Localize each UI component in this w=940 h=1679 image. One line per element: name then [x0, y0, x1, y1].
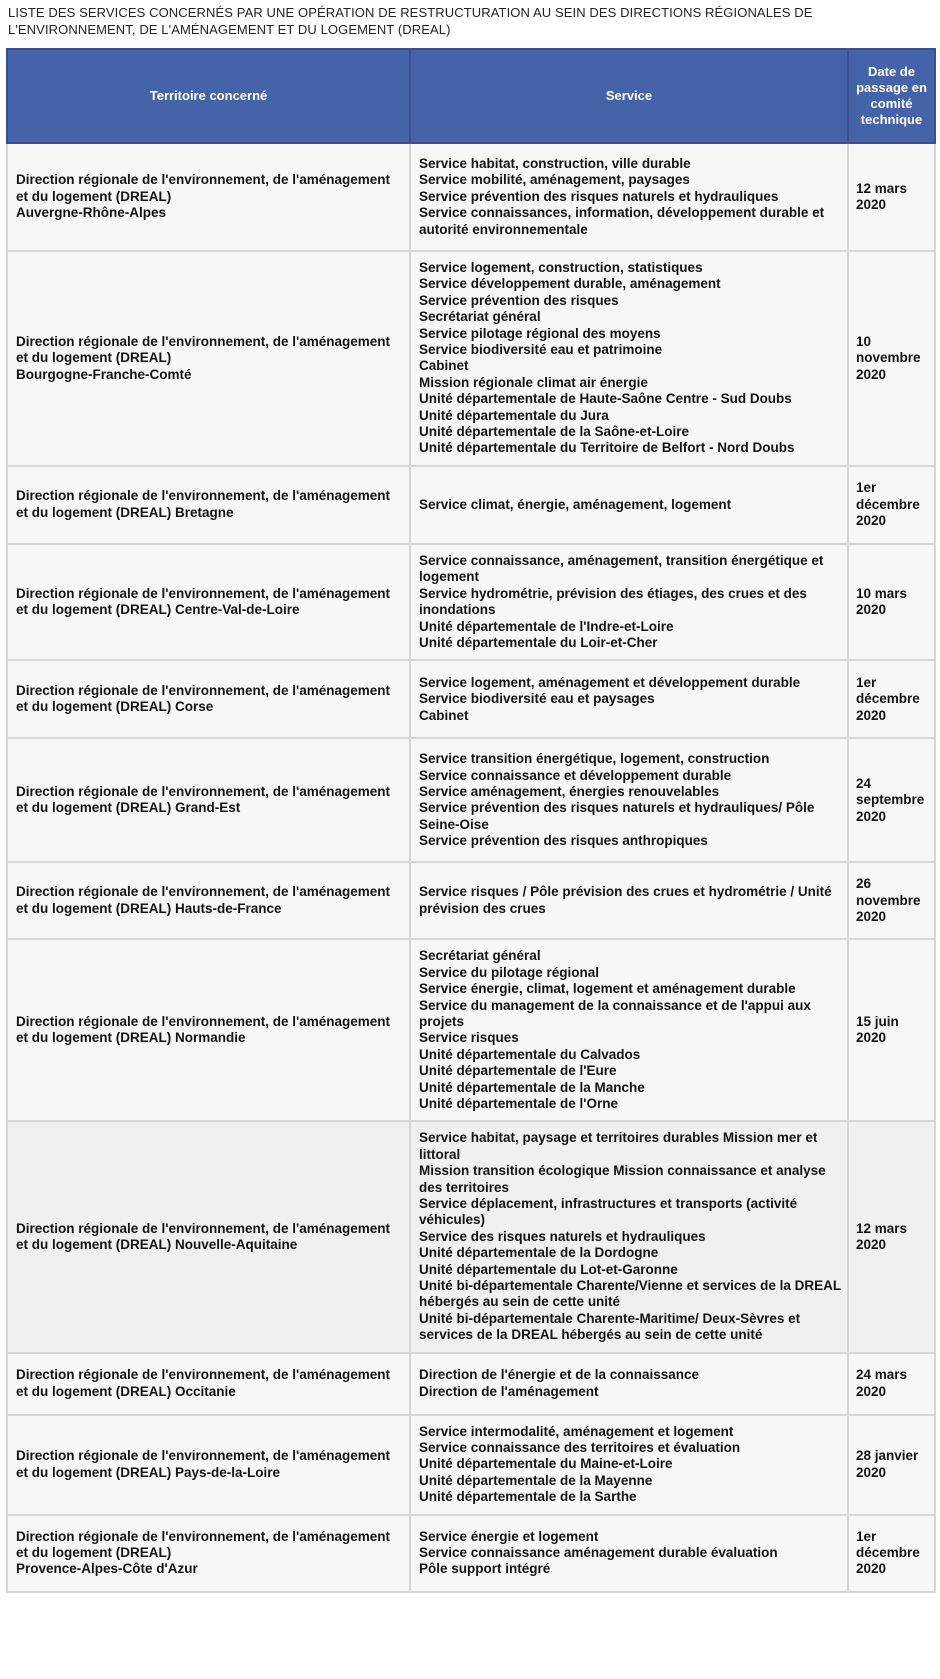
service-item: Service connaissance des territoires et évaluation: [419, 1440, 741, 1456]
service-item: Service biodiversité eau et paysages: [419, 691, 655, 707]
date-cell: 12 mars 2020: [848, 143, 935, 251]
service-item: Service habitat, construction, ville durable: [419, 155, 691, 171]
restructuring-table-container: [6, 48, 934, 1593]
services-cell: [410, 466, 848, 544]
service-item: Service transition énergétique, logement, construction: [419, 751, 770, 767]
service-item: Service prévention des risques anthropiques: [419, 833, 708, 849]
restructuring-table: [6, 48, 936, 1593]
table-row: [7, 466, 935, 544]
header-territory: Territoire concerné: [7, 49, 410, 143]
service-item: Service prévention des risques: [419, 292, 619, 308]
service-item: Secrétariat général: [419, 948, 541, 964]
service-item: Service déplacement, infrastructures et transports (activité véhicules): [419, 1196, 798, 1228]
service-item: Unité départementale de l'Orne: [419, 1095, 619, 1111]
date-cell: 24 mars 2020: [848, 1353, 935, 1415]
date-cell: 24 septembre 2020: [848, 738, 935, 862]
service-item: Service du pilotage régional: [419, 964, 600, 980]
service-item: Service intermodalité, aménagement et logement: [419, 1423, 734, 1439]
table-row: [7, 251, 935, 466]
territory-text: Direction régionale de l'environnement, de l'aménagement et du logement (DREAL): [16, 172, 391, 204]
territory-cell: [7, 1353, 410, 1415]
service-item: Service hydrométrie, prévision des étiages, des crues et des inondations: [419, 585, 807, 618]
service-item: Service connaissance aménagement durable évaluation: [419, 1544, 778, 1560]
service-item: Pôle support intégré: [419, 1561, 551, 1577]
services-cell: [410, 660, 848, 738]
date-cell: 10 novembre 2020: [848, 251, 935, 466]
service-item: Service connaissances, information, développement durable et autorité environnementale: [419, 205, 825, 237]
service-item: Service risques / Pôle prévision des crues et hydrométrie / Unité prévision des crues: [419, 884, 832, 916]
service-item: Service connaissance, aménagement, transition énergétique et logement: [419, 552, 824, 585]
territory-text: Bourgogne-Franche-Comté: [16, 366, 192, 382]
table-body: [7, 143, 935, 1592]
territory-text: Auvergne-Rhône-Alpes: [16, 205, 167, 221]
service-item: Unité départementale de la Mayenne: [419, 1472, 653, 1488]
service-item: Service logement, construction, statistiques: [419, 260, 703, 275]
territory-text: Direction régionale de l'environnement, de l'aménagement et du logement (DREAL) Occitanie: [16, 1367, 391, 1399]
territory-text: Direction régionale de l'environnement, de l'aménagement et du logement (DREAL) Nouvelle-Aquitaine: [16, 1220, 391, 1253]
service-item: Unité départementale du Territoire de Belfort - Nord Doubs: [419, 440, 795, 456]
table-header-row: [7, 49, 935, 143]
service-item: Direction de l'aménagement: [419, 1383, 599, 1399]
services-cell: [410, 143, 848, 251]
service-item: Mission régionale climat air énergie: [419, 374, 648, 390]
service-item: Unité départementale de l'Eure: [419, 1063, 617, 1079]
services-cell: [410, 1415, 848, 1515]
date-cell: 26 novembre 2020: [848, 862, 935, 939]
service-item: Service des risques naturels et hydrauliques: [419, 1228, 706, 1244]
service-item: Direction de l'énergie et de la connaissance: [419, 1367, 700, 1383]
date-cell: 12 mars 2020: [848, 1121, 935, 1352]
services-cell: [410, 1515, 848, 1592]
territory-cell: [7, 143, 410, 251]
table-row: [7, 1353, 935, 1415]
table-row: [7, 862, 935, 939]
table-row: [7, 1415, 935, 1515]
territory-text: Direction régionale de l'environnement, de l'aménagement et du logement (DREAL) Grand-Est: [16, 783, 391, 816]
table-row: [7, 1515, 935, 1592]
table-row: [7, 544, 935, 660]
service-item: Service mobilité, aménagement, paysages: [419, 172, 690, 188]
territory-text: Direction régionale de l'environnement, de l'aménagement et du logement (DREAL) Normandie: [16, 1013, 391, 1046]
service-item: Service connaissance et développement durable: [419, 767, 732, 783]
services-cell: [410, 251, 848, 466]
service-item: Service prévention des risques naturels et hydrauliques: [419, 188, 779, 204]
service-item: Service habitat, paysage et territoires durables Mission mer et littoral: [419, 1130, 818, 1162]
services-cell: [410, 738, 848, 862]
territory-cell: [7, 939, 410, 1121]
territory-text: Direction régionale de l'environnement, de l'aménagement et du logement (DREAL) Pays-de-la-Loire: [16, 1448, 391, 1480]
service-item: Unité départementale du Lot-et-Garonne: [419, 1261, 678, 1277]
services-cell: [410, 1121, 848, 1352]
service-item: Unité bi-départementale Charente-Maritime/ Deux-Sèvres et services de la DREAL hébergés au sein de cette unité: [419, 1310, 801, 1343]
territory-text: Direction régionale de l'environnement, de l'aménagement et du logement (DREAL) Hauts-de-France: [16, 884, 391, 916]
date-cell: 15 juin 2020: [848, 939, 935, 1121]
territory-text: Direction régionale de l'environnement, de l'aménagement et du logement (DREAL) Corse: [16, 682, 391, 715]
service-item: Unité départementale de la Dordogne: [419, 1245, 659, 1261]
service-item: Unité départementale de la Manche: [419, 1079, 645, 1095]
services-cell: [410, 939, 848, 1121]
service-item: Service prévention des risques naturels et hydrauliques/ Pôle Seine-Oise: [419, 800, 815, 832]
territory-text: Direction régionale de l'environnement, de l'aménagement et du logement (DREAL) Centre-Val-de-Loire: [16, 585, 391, 618]
territory-cell: [7, 1515, 410, 1592]
header-service: Service: [410, 49, 848, 143]
service-item: Unité départementale de l'Indre-et-Loire: [419, 618, 674, 634]
service-item: Service aménagement, énergies renouvelables: [419, 783, 720, 799]
services-cell: [410, 862, 848, 939]
table-row: [7, 660, 935, 738]
services-cell: [410, 544, 848, 660]
territory-cell: [7, 660, 410, 738]
territory-text: Provence-Alpes-Côte d'Azur: [16, 1561, 198, 1577]
territory-cell: [7, 1415, 410, 1515]
service-item: Mission transition écologique Mission connaissance et analyse des territoires: [419, 1163, 826, 1195]
table-row: [7, 939, 935, 1121]
territory-cell: [7, 1121, 410, 1352]
service-item: Service risques: [419, 1030, 519, 1046]
table-row: [7, 738, 935, 862]
date-cell: 1er décembre 2020: [848, 660, 935, 738]
territory-cell: [7, 251, 410, 466]
date-cell: 1er décembre 2020: [848, 466, 935, 544]
service-item: Service climat, énergie, aménagement, logement: [419, 496, 732, 512]
territory-cell: [7, 862, 410, 939]
table-row: [7, 143, 935, 251]
date-cell: 1er décembre 2020: [848, 1515, 935, 1592]
service-item: Service développement durable, aménagement: [419, 276, 721, 292]
territory-cell: [7, 738, 410, 862]
service-item: Service biodiversité eau et patrimoine: [419, 342, 663, 358]
service-item: Service pilotage régional des moyens: [419, 325, 661, 341]
service-item: Unité départementale du Loir-et-Cher: [419, 634, 658, 650]
date-cell: 10 mars 2020: [848, 544, 935, 660]
service-item: Service énergie et logement: [419, 1528, 599, 1544]
service-item: Service du management de la connaissance et de l'appui aux projets: [419, 997, 811, 1029]
table-row: [7, 1121, 935, 1352]
services-cell: [410, 1353, 848, 1415]
service-item: Unité départementale de la Sarthe: [419, 1489, 637, 1505]
service-item: Secrétariat général: [419, 309, 541, 325]
service-item: Unité départementale du Maine-et-Loire: [419, 1456, 673, 1472]
service-item: Service énergie, climat, logement et aménagement durable: [419, 981, 796, 997]
service-item: Unité départementale de Haute-Saône Centre - Sud Doubs: [419, 391, 792, 407]
date-cell: 28 janvier 2020: [848, 1415, 935, 1515]
service-item: Unité départementale du Calvados: [419, 1046, 641, 1062]
service-item: Cabinet: [419, 358, 469, 374]
service-item: Cabinet: [419, 707, 469, 723]
service-item: Unité départementale du Jura: [419, 407, 609, 423]
territory-cell: [7, 544, 410, 660]
document-title: LISTE DES SERVICES CONCERNÉS PAR UNE OPÉRATION DE RESTRUCTURATION AU SEIN DES DIRECTIONS RÉGIONALES DE L'ENVIRONNEMENT, DE L'AMÉNAGEMENT ET DU LOGEMENT (DREAL): [8, 5, 813, 37]
service-item: Unité départementale de la Saône-et-Loire: [419, 424, 690, 440]
territory-cell: [7, 466, 410, 544]
territory-text: Direction régionale de l'environnement, de l'aménagement et du logement (DREAL) Bretagne: [16, 488, 391, 520]
territory-text: Direction régionale de l'environnement, de l'aménagement et du logement (DREAL): [16, 1528, 391, 1560]
territory-text: Direction régionale de l'environnement, de l'aménagement et du logement (DREAL): [16, 333, 391, 366]
service-item: Service logement, aménagement et développement durable: [419, 674, 801, 690]
header-date: Date de passage en comité technique: [848, 49, 935, 143]
service-item: Unité bi-départementale Charente/Vienne et services de la DREAL hébergés au sein de cette unité: [419, 1278, 841, 1310]
